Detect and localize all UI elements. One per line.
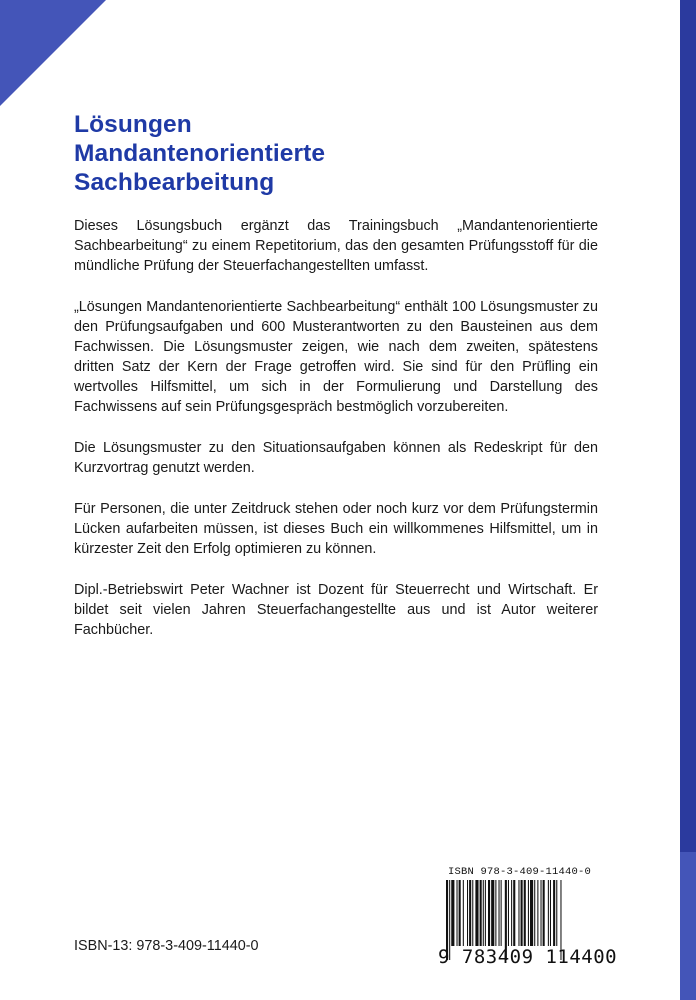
blurb-paragraph-4: Für Personen, die unter Zeitdruck stehen oder noch kurz vor dem Prüfungstermin Lücken aufarbeiten müssen, ist dieses Buch ein willkommenes Hilfsmittel, um in kürzester Zeit den Erfolg optimieren zu können.: [74, 501, 598, 557]
blurb-text: [74, 216, 598, 640]
book-title: [74, 110, 325, 197]
side-strip-decoration: [680, 0, 696, 1000]
title-line-2: Mandantenorientierte: [74, 140, 326, 167]
title-line-3: Sachbearbeitung: [74, 169, 275, 196]
author-bio: Dipl.-Betriebswirt Peter Wachner ist Dozent für Steuerrecht und Wirtschaft. Er bildet seit vielen Jahren Steuerfachangestellte aus und ist Autor weiterer Fachbücher.: [74, 582, 598, 638]
side-strip-accent: [680, 852, 696, 1000]
blurb-paragraph-1: Dieses Lösungsbuch ergänzt das Trainingsbuch „Mandantenorientierte Sachbearbeitung“ zu einem Repetitorium, das den gesamten Prüfungsstoff für die mündliche Prüfung der Steuerfachangestellten umfasst.: [74, 218, 598, 274]
title-line-1: Lösungen: [74, 111, 192, 138]
barcode-digits: 9 783409 114400: [438, 946, 618, 968]
blurb-paragraph-2: „Lösungen Mandantenorientierte Sachbearbeitung“ enthält 100 Lösungsmuster zu den Prüfungsaufgaben und 600 Musterantworten zu den Bausteinen aus dem Fachwissen. Die Lösungsmuster zeigen, wie nach dem zweiten, spätestens dritten Satz der Kern der Frage getroffen wird. Sie sind für den Prüfling ein wertvolles Hilfsmittel, um sich in der Formulierung und Darstellung des Fachwissens auf sein Prüfungsgespräch bestmöglich vorzubereiten.: [74, 299, 598, 415]
barcode-isbn-label: ISBN 978-3-409-11440-0: [448, 866, 592, 878]
isbn-13: ISBN-13: 978-3-409-11440-0: [74, 938, 259, 954]
corner-triangle-decoration: [0, 0, 106, 106]
blurb-paragraph-3: Die Lösungsmuster zu den Situationsaufgaben können als Redeskript für den Kurzvortrag genutzt werden.: [74, 440, 598, 476]
